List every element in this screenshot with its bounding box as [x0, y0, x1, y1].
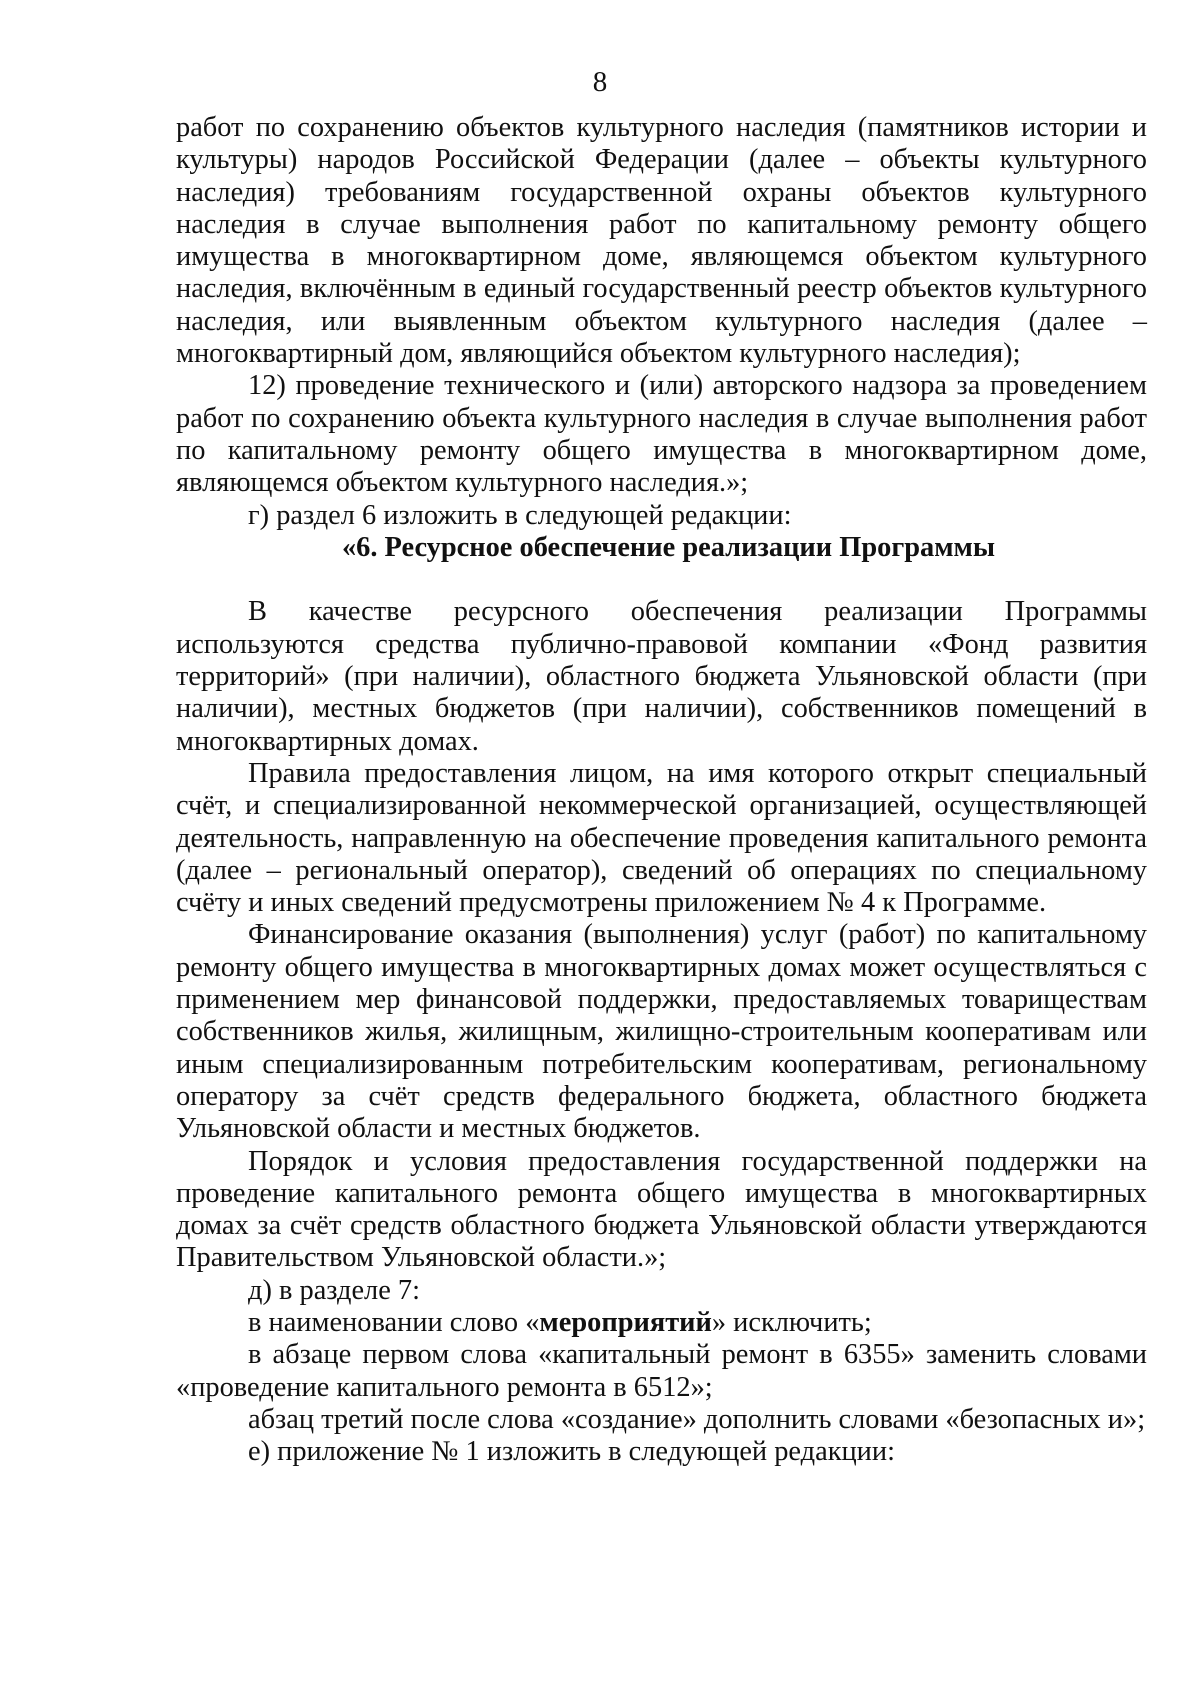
text-segment: » исключить;	[711, 1306, 872, 1338]
blank-line	[176, 564, 1147, 596]
paragraph-financing: Финансирование оказания (выполнения) услуг (работ) по капитальному ремонту общего имущества в многоквартирных домах может осуществляться с применением мер финансовой поддержки, предоставляемых товариществам собственников жилья, жилищным, жилищно-строительным кооперативам или иным специализированным потребительским кооперативам, региональному оператору за счёт средств федерального бюджета, областного бюджета Ульяновской области и местных бюджетов.	[176, 919, 1147, 1145]
paragraph-amendment-d: д) в разделе 7:	[248, 1274, 420, 1306]
paragraph-title-change	[176, 1307, 1147, 1339]
paragraph-procedure: Порядок и условия предоставления государственной поддержки на проведение капитального ремонта общего имущества в многоквартирных домах за счёт средств областного бюджета Ульяновской области утверждаются Правительством Ульяновской области.»;	[176, 1145, 1147, 1274]
paragraph-third-abzac-change: абзац третий после слова «создание» дополнить словами «безопасных и»;	[248, 1403, 1146, 1435]
paragraph-amendment-e: е) приложение № 1 изложить в следующей редакции:	[248, 1436, 895, 1468]
paragraph-continuation: работ по сохранению объектов культурного наследия (памятников истории и культуры) народов Российской Федерации (далее – объекты культурного наследия) требованиям государственной охраны объектов культурного наследия в случае выполнения работ по капитальному ремонту общего имущества в многоквартирном доме, являющемся объектом культурного наследия, включённым в единый государственный реестр объектов культурного наследия, или выявленным объектом культурного наследия (далее – многоквартирный дом, являющийся объектом культурного наследия);	[176, 112, 1147, 370]
paragraph-resource-sources: В качестве ресурсного обеспечения реализации Программы используются средства публично-правовой компании «Фонд развития территорий» (при наличии), областного бюджета Ульяновской области (при наличии), местных бюджетов (при наличии), собственников помещений в многоквартирных домах.	[176, 596, 1147, 757]
section-heading: «6. Ресурсное обеспечение реализации Программы	[341, 531, 996, 563]
document-body	[176, 112, 1147, 1468]
bold-word: мероприятий	[539, 1306, 712, 1338]
page-number: 8	[592, 66, 608, 98]
paragraph-first-abzac-change: в абзаце первом слова «капитальный ремонт в 6355» заменить словами «проведение капитального ремонта в 6512»;	[176, 1339, 1147, 1403]
text-segment: в наименовании слово «	[248, 1306, 540, 1338]
paragraph-rules: Правила предоставления лицом, на имя которого открыт специальный счёт, и специализированной некоммерческой организацией, осуществляющей деятельность, направленную на обеспечение проведения капитального ремонта (далее – региональный оператор), сведений об операциях по специальному счёту и иных сведений предусмотрены приложением № 4 к Программе.	[176, 757, 1147, 919]
paragraph-item-12: 12) проведение технического и (или) авторского надзора за проведением работ по сохранению объекта культурного наследия в случае выполнения работ по капитальному ремонту общего имущества в многоквартирном доме, являющемся объектом культурного наследия.»;	[176, 370, 1147, 499]
paragraph-amendment-g: г) раздел 6 изложить в следующей редакции:	[248, 499, 792, 531]
